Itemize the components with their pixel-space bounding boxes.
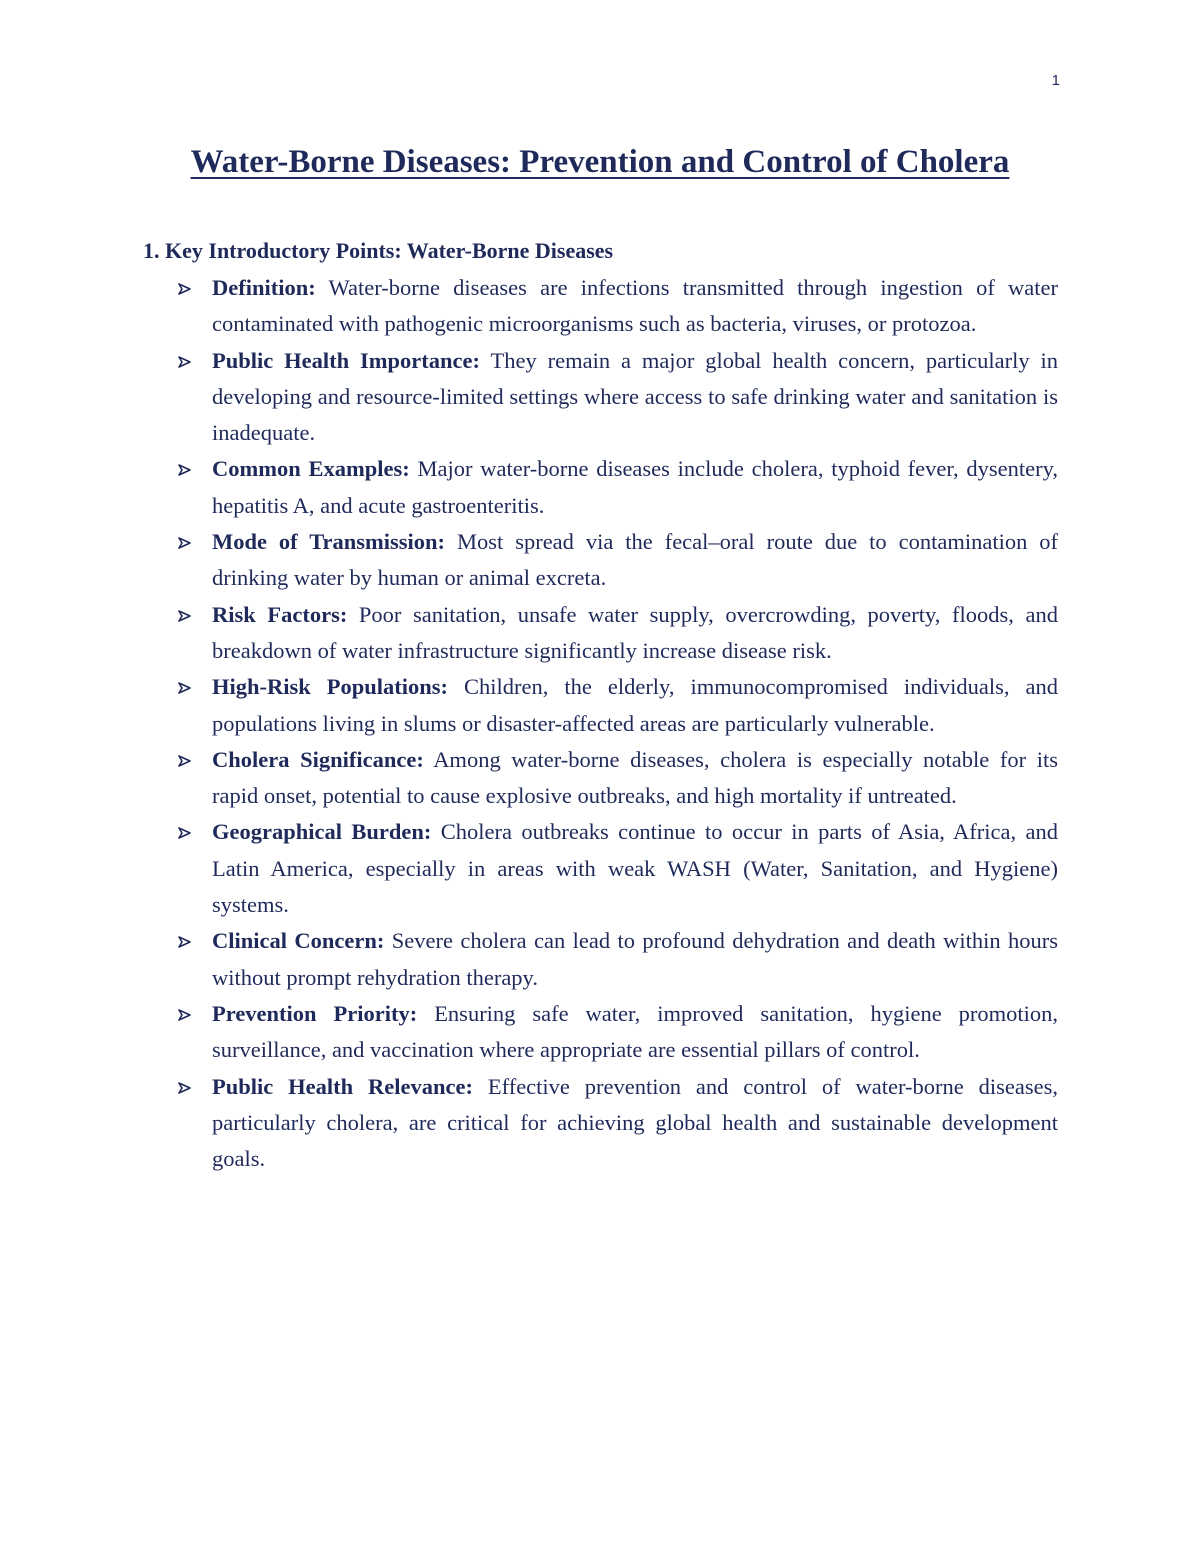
list-item	[0, 742, 1058, 815]
list-item	[0, 343, 1058, 452]
point-text: Among water-borne diseases, cholera is especially notable for its rapid onset, potential to cause explosive outbreaks, and high mortality if untreated.	[212, 746, 1058, 809]
point-label: Mode of Transmission:	[212, 529, 446, 555]
point-label: High-Risk Populations:	[212, 674, 449, 700]
arrow-bullet-icon	[178, 936, 192, 948]
arrow-bullet-icon	[178, 755, 192, 767]
list-item	[0, 1069, 1058, 1178]
point-text: Water-borne diseases are infections transmitted through ingestion of water contaminated with pathogenic microorganisms such as bacteria, viruses, or protozoa.	[212, 275, 1058, 337]
point-label: Risk Factors:	[212, 601, 348, 627]
arrow-bullet-icon	[178, 1082, 192, 1094]
point-text: Effective prevention and control of water-borne diseases, particularly cholera, are critical for achieving global health and sustainable development goals.	[212, 1073, 1058, 1172]
point-text: Ensuring safe water, improved sanitation, hygiene promotion, surveillance, and vaccination where appropriate are essential pillars of control.	[212, 1000, 1058, 1063]
list-item	[0, 669, 1058, 742]
page-number: 1	[1051, 72, 1060, 89]
arrow-bullet-icon	[178, 464, 192, 476]
point-label: Geographical Burden:	[212, 819, 432, 845]
key-points-list	[0, 270, 1200, 1177]
arrow-bullet-icon	[178, 610, 192, 622]
list-item	[0, 814, 1058, 923]
point-label: Definition:	[212, 275, 316, 300]
point-text: Major water-borne diseases include cholera, typhoid fever, dysentery, hepatitis A, and acute gastroenteritis.	[212, 456, 1058, 518]
list-item	[0, 524, 1058, 597]
arrow-bullet-icon	[178, 1009, 192, 1021]
list-item	[0, 451, 1058, 524]
list-item	[0, 597, 1058, 670]
list-item	[0, 996, 1058, 1069]
point-label: Prevention Priority:	[212, 1000, 418, 1026]
point-label: Public Health Importance:	[212, 347, 480, 373]
point-label: Common Examples:	[212, 456, 410, 482]
list-item	[0, 923, 1058, 996]
point-text: Most spread via the fecal–oral route due to contamination of drinking water by human or animal excreta.	[212, 529, 1058, 591]
document-title	[0, 142, 1200, 182]
arrow-bullet-icon	[178, 537, 192, 549]
arrow-bullet-icon	[178, 356, 192, 368]
point-text: Severe cholera can lead to profound dehydration and death within hours without prompt rehydration therapy.	[212, 928, 1058, 990]
point-text: Children, the elderly, immunocompromised individuals, and populations living in slums or disaster-affected areas are particularly vulnerable.	[212, 674, 1058, 736]
list-item	[0, 270, 1058, 343]
point-text: Cholera outbreaks continue to occur in parts of Asia, Africa, and Latin America, especially in areas with weak WASH (Water, Sanitation, and Hygiene) systems.	[212, 819, 1058, 918]
arrow-bullet-icon	[178, 827, 192, 839]
point-label: Public Health Relevance:	[212, 1073, 473, 1099]
point-text: They remain a major global health concern, particularly in developing and resource-limited settings where access to safe drinking water and sanitation is inadequate.	[212, 347, 1058, 446]
arrow-bullet-icon	[178, 283, 192, 295]
document-title-text: Water-Borne Diseases: Prevention and Control of Cholera	[190, 144, 1010, 180]
point-label: Clinical Concern:	[212, 928, 385, 954]
point-label: Cholera Significance:	[212, 746, 424, 772]
arrow-bullet-icon	[178, 682, 192, 694]
point-text: Poor sanitation, unsafe water supply, overcrowding, poverty, floods, and breakdown of water infrastructure significantly increase disease risk.	[212, 601, 1058, 663]
section-heading: 1. Key Introductory Points: Water-Borne Diseases	[143, 238, 614, 263]
